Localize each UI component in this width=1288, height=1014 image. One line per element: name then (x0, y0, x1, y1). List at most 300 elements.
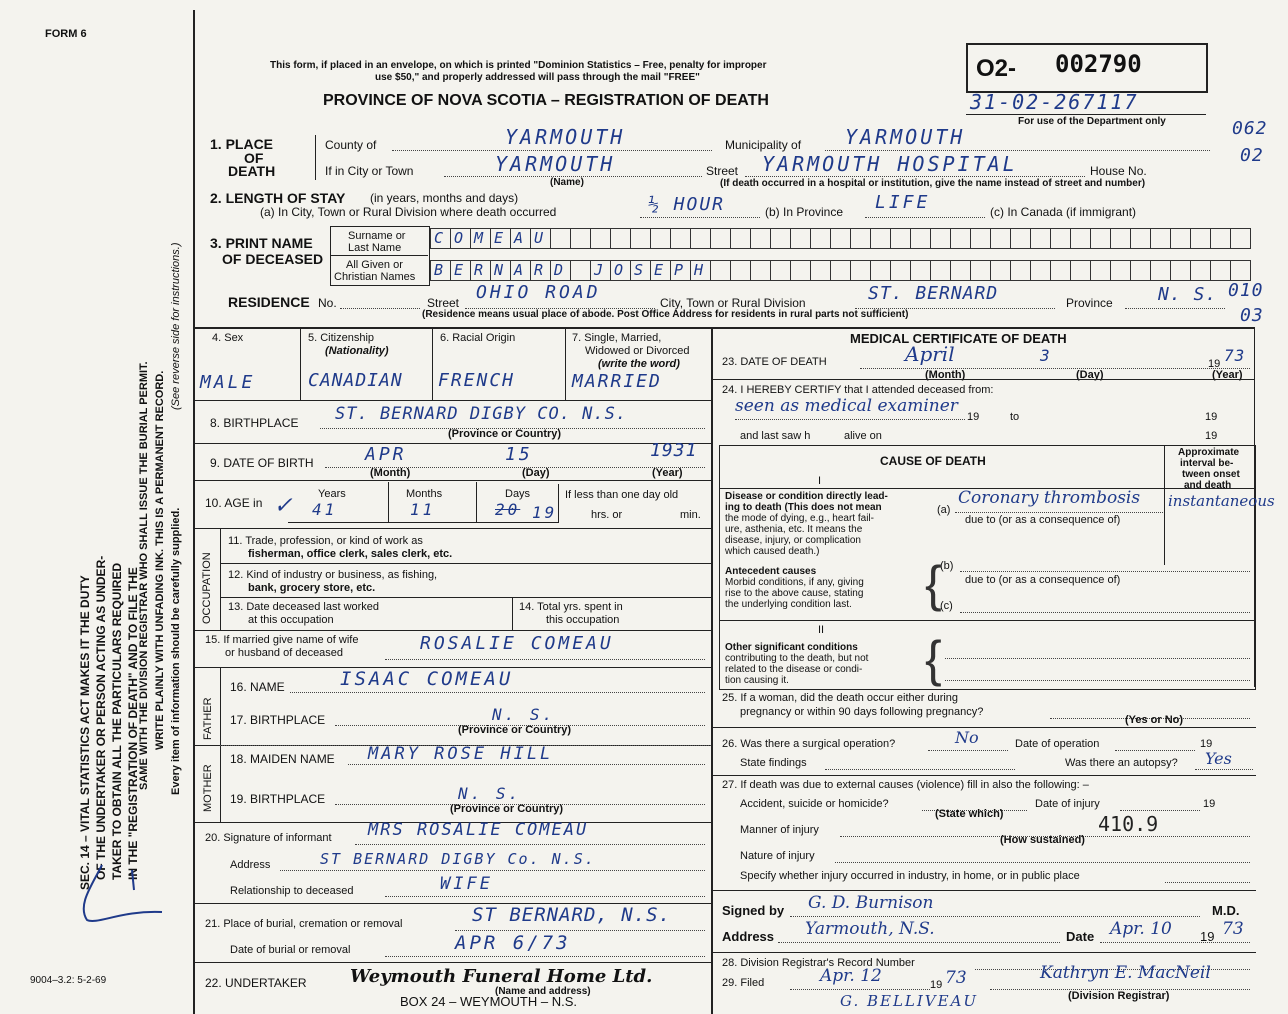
letter-box (630, 228, 651, 249)
q24-label: 24. I HEREBY CERTIFY that I attended deceased from: (722, 384, 994, 396)
letter-box (630, 260, 651, 281)
q12-b: bank, grocery store, etc. (248, 582, 376, 594)
letter-box (890, 228, 911, 249)
letter-box-char: C (434, 229, 444, 247)
letter-box (990, 228, 1011, 249)
interval-c: tween onset (1182, 469, 1240, 480)
age-years-label: Years (318, 488, 346, 500)
registrar-signature: Kathryn E. MacNeil (1040, 963, 1211, 983)
q20-label: 20. Signature of informant (205, 832, 332, 844)
letter-box (570, 228, 591, 249)
letter-box-char: J (594, 261, 604, 279)
q25-a: 25. If a woman, did the death occur either during (722, 692, 959, 704)
side-text-4: IN THE "REGISTRATION OF DEATH" AND TO FILE THE (126, 567, 140, 880)
q13-a: 13. Date deceased last worked (228, 601, 380, 613)
letter-box (710, 260, 731, 281)
residence-no-label: No. (318, 296, 337, 310)
death-month: April (905, 342, 955, 366)
place-of-death-label-death: DEATH (228, 163, 276, 179)
relationship-label: Relationship to deceased (230, 885, 354, 897)
margin-initials-mark (62, 860, 172, 930)
side-text-2: OF THE UNDERTAKER OR PERSON ACTING AS UNDER- (94, 555, 108, 880)
letter-box (1190, 260, 1211, 281)
place-of-death-label: 1. PLACE (210, 136, 274, 152)
due-to-2: due to (or as a consequence of) (965, 574, 1121, 586)
letter-box-char: D (554, 261, 564, 279)
municipality-label: Municipality of (725, 138, 802, 152)
q18-label: 18. MAIDEN NAME (230, 752, 335, 766)
mother-maiden-name: MARY ROSE HILL (368, 744, 554, 764)
dob-month-hint: (Month) (370, 467, 411, 479)
spouse-name: ROSALIE COMEAU (420, 633, 614, 654)
letter-box (1230, 228, 1251, 249)
dept-use-label: For use of the Department only (1018, 116, 1166, 127)
side-text-1: SEC. 14 – VITAL STATISTICS ACT MAKES IT THE DUTY (78, 575, 92, 890)
reg-handwritten: 31-02-267117 (970, 90, 1139, 114)
q19-label: 19. BIRTHPLACE (230, 792, 326, 806)
letter-box (490, 228, 511, 249)
letter-box (690, 260, 711, 281)
municipality-value: YARMOUTH (845, 125, 966, 149)
antecedent-a: Antecedent causes (725, 566, 817, 577)
surname-label-a: Surname or (348, 230, 406, 242)
letter-box (950, 228, 971, 249)
racial-value: FRENCH (438, 370, 516, 391)
letter-box (1130, 228, 1151, 249)
date-injury-year: 19 (1203, 798, 1216, 810)
letter-box (1230, 260, 1251, 281)
dept-code-4: 03 (1240, 305, 1264, 326)
letter-box (1170, 228, 1191, 249)
burial-date-label: Date of burial or removal (230, 944, 351, 956)
letter-box (1210, 228, 1231, 249)
residence-label: RESIDENCE (228, 294, 310, 310)
disease-b: ing to death (This does not mean (725, 502, 882, 513)
county-label: County of (325, 138, 377, 152)
letter-box-char: A (514, 261, 524, 279)
specify-label: Specify whether injury occurred in industry, in home, or in public place (740, 870, 1080, 882)
letter-box (790, 260, 811, 281)
medical-title: MEDICAL CERTIFICATE OF DEATH (850, 331, 1067, 346)
undertaker-stamp: Weymouth Funeral Home Ltd. (350, 966, 653, 987)
dept-code-2: 02 (1240, 145, 1264, 166)
death-year: 73 (1224, 346, 1246, 365)
letter-box (1070, 260, 1091, 281)
reg-prefix: O2- (976, 55, 1017, 82)
letter-box (870, 260, 891, 281)
letter-box (590, 228, 611, 249)
letter-box (790, 228, 811, 249)
death-year-prefix: 19 (1208, 358, 1221, 370)
cause-b-label: (b) (940, 560, 954, 572)
stay-province-value: LIFE (875, 192, 931, 213)
letter-box (850, 228, 871, 249)
letter-box (510, 228, 531, 249)
sex-value: MALE (200, 372, 256, 393)
age-years: 41 (312, 500, 338, 519)
letter-box (430, 260, 451, 281)
father-birthplace-hint: (Province or Country) (458, 724, 572, 736)
md-label: M.D. (1212, 903, 1240, 918)
cause-title: CAUSE OF DEATH (880, 454, 986, 468)
citizenship-label: 5. Citizenship (308, 332, 375, 344)
father-side-label: FATHER (202, 697, 214, 740)
interval-b: interval be- (1180, 458, 1234, 469)
alive-on-label: alive on (844, 430, 882, 442)
letter-box (1010, 228, 1031, 249)
filed-year-prefix: 19 (930, 979, 943, 991)
name-hint: (Name) (550, 177, 584, 188)
letter-box (1130, 260, 1151, 281)
other-c: related to the disease or condi- (725, 664, 863, 675)
length-of-stay-hint: (in years, months and days) (370, 191, 519, 205)
given-label-a: All Given or (346, 259, 403, 271)
antecedent-b: Morbid conditions, if any, giving (725, 577, 864, 588)
letter-box (1110, 228, 1131, 249)
q25-b: pregnancy or within 90 days following pregnancy? (740, 706, 984, 718)
dob-day: 15 (505, 444, 533, 465)
q29-label: 29. Filed (722, 977, 765, 989)
mother-birthplace-hint: (Province or Country) (450, 803, 564, 815)
residence-province: N. S. (1158, 284, 1218, 305)
attended-value: seen as medical examiner (735, 396, 958, 416)
residence-street: OHIO ROAD (476, 282, 601, 303)
due-to-1: due to (or as a consequence of) (965, 514, 1121, 526)
accident-label: Accident, suicide or homicide? (740, 798, 889, 810)
letter-box (770, 228, 791, 249)
letter-box-char: S (634, 261, 644, 279)
letter-box (910, 260, 931, 281)
marital-label-c: (write the word) (598, 358, 680, 370)
q27-label: 27. If death was due to external causes (violence) fill in also the following: – (722, 779, 1089, 791)
sex-label: 4. Sex (212, 332, 244, 344)
interval-d: and death (1184, 480, 1232, 491)
letter-box (710, 228, 731, 249)
other-b: contributing to the death, but not (725, 653, 869, 664)
autopsy-label: Was there an autopsy? (1065, 757, 1178, 769)
physician-signature: G. D. Burnison (808, 893, 934, 913)
letter-box (1090, 260, 1111, 281)
cause-a-label: (a) (937, 504, 951, 516)
letter-box (830, 228, 851, 249)
disease-c: the mode of dying, e.g., heart fail- (725, 513, 874, 524)
letter-box (670, 260, 691, 281)
age-label: 10. AGE in (205, 496, 263, 510)
residence-province-label: Province (1066, 296, 1113, 310)
side-text-6: WRITE PLAINLY WITH UNFADING INK. THIS IS A PERMANENT RECORD. (154, 370, 166, 750)
q13-b: at this occupation (248, 614, 334, 626)
residence-hint: (Residence means usual place of abode. Post Office Address for residents in rural parts not sufficient) (422, 309, 909, 320)
print-name-label-b: OF DECEASED (222, 251, 324, 267)
letter-box (1150, 228, 1171, 249)
letter-box-char: E (654, 261, 664, 279)
age-days-label: Days (505, 488, 531, 500)
letter-box (730, 228, 751, 249)
letter-box-char: B (434, 261, 444, 279)
letter-box (550, 228, 571, 249)
letter-box (950, 260, 971, 281)
roman-one: I (818, 475, 822, 487)
q14-a: 14. Total yrs. spent in (519, 601, 623, 613)
physician-address-label: Address (722, 929, 775, 944)
registrar-hint: (Division Registrar) (1068, 990, 1170, 1002)
letter-box (810, 228, 831, 249)
letter-box-char: E (494, 229, 504, 247)
residence-street-label: Street (427, 296, 460, 310)
letter-box (490, 260, 511, 281)
length-of-stay-label: 2. LENGTH OF STAY (210, 190, 346, 206)
q22-label: 22. UNDERTAKER (205, 976, 307, 990)
q11-a: 11. Trade, profession, or kind of work as (228, 535, 423, 547)
racial-label: 6. Racial Origin (440, 332, 516, 344)
other-d: tion causing it. (725, 675, 789, 686)
letter-box-char: R (534, 261, 544, 279)
age-days-struck: 20 (495, 500, 521, 519)
relationship-value: WIFE (440, 874, 493, 894)
letter-box (1050, 260, 1071, 281)
last-saw-label: and last saw h (740, 430, 811, 442)
q12-a: 12. Kind of industry or business, as fishing, (228, 569, 438, 581)
marital-value: MARRIED (572, 371, 662, 392)
margin-line (193, 10, 195, 1014)
cert-date-year: 73 (1222, 919, 1244, 939)
informant-signature: MRS ROSALIE COMEAU (368, 820, 589, 840)
manner-code: 410.9 (1098, 812, 1159, 836)
street-hint: (If death occurred in a hospital or institution, give the name instead of street and number) (720, 178, 1146, 189)
letter-box-char: O (614, 261, 624, 279)
hrs-label: hrs. or (591, 509, 623, 521)
father-name: ISAAC COMEAU (340, 668, 514, 690)
registrar-stamp-name: G. BELLIVEAU (840, 992, 979, 1010)
side-text-5: SAME WITH THE DIVISION REGISTRAR WHO SHALL ISSUE THE BURIAL PERMIT. (138, 361, 150, 790)
q16-label: 16. NAME (230, 680, 285, 694)
physician-address: Yarmouth, N.S. (805, 919, 935, 939)
letter-box (570, 260, 591, 281)
how-sustained-hint: (How sustained) (1000, 834, 1085, 846)
dept-code-3: 010 (1228, 280, 1264, 301)
letter-box-char: M (474, 229, 484, 247)
print-name-label: 3. PRINT NAME (210, 235, 313, 251)
date-op-year: 19 (1200, 738, 1213, 750)
burial-place: ST BERNARD, N.S. (472, 904, 672, 926)
date-op-label: Date of operation (1015, 738, 1100, 750)
state-findings-label: State findings (740, 757, 807, 769)
informant-address: ST BERNARD DIGBY Co. N.S. (320, 850, 596, 868)
letter-box (530, 260, 551, 281)
dob-label: 9. DATE OF BIRTH (210, 456, 314, 470)
letter-box (810, 260, 831, 281)
marital-label-b: Widowed or Divorced (585, 345, 690, 357)
letter-box (650, 260, 671, 281)
undertaker-address: BOX 24 – WEYMOUTH – N.S. (400, 994, 577, 1009)
cert-date-label: Date (1066, 929, 1095, 944)
letter-box (1010, 260, 1031, 281)
letter-box (1030, 228, 1051, 249)
burial-date: APR 6/73 (455, 932, 571, 954)
marital-label-a: 7. Single, Married, (572, 332, 662, 344)
cert-date: Apr. 10 (1110, 919, 1172, 939)
letter-box (830, 260, 851, 281)
birthplace-value: ST. BERNARD DIGBY CO. N.S. (335, 404, 628, 424)
q28-label: 28. Division Registrar's Record Number (722, 957, 915, 969)
death-month-hint: (Month) (925, 369, 966, 381)
citizenship-hint: (Nationality) (325, 345, 389, 357)
informant-address-label: Address (230, 859, 271, 871)
date-injury-label: Date of injury (1035, 798, 1100, 810)
letter-box (1070, 228, 1091, 249)
birthplace-label: 8. BIRTHPLACE (210, 416, 299, 430)
residence-city-label: City, Town or Rural Division (660, 296, 806, 310)
letter-box (750, 228, 771, 249)
letter-box (930, 228, 951, 249)
letter-box (670, 228, 691, 249)
dept-code-1: 062 (1232, 118, 1268, 139)
dob-year-hint: (Year) (652, 467, 683, 479)
residence-city: ST. BERNARD (868, 283, 999, 304)
letter-box (1190, 228, 1211, 249)
age-months: 11 (410, 500, 436, 519)
filed-date: Apr. 12 (820, 966, 882, 986)
stay-canada-label: (c) In Canada (if immigrant) (990, 205, 1137, 219)
birthplace-hint: (Province or Country) (448, 428, 562, 440)
given-label-b: Christian Names (334, 271, 416, 283)
stay-province-label: (b) In Province (765, 205, 844, 219)
letter-box (1150, 260, 1171, 281)
letter-box (470, 228, 491, 249)
reg-number: 002790 (1055, 50, 1142, 78)
letter-box (970, 228, 991, 249)
letter-box (930, 260, 951, 281)
letter-box (1090, 228, 1111, 249)
occupation-side-label: OCCUPATION (201, 552, 213, 624)
side-text-8: (See reverse side for instructions.) (170, 242, 182, 410)
letter-box (1170, 260, 1191, 281)
city-value: YARMOUTH (495, 152, 616, 176)
city-label: If in City or Town (325, 164, 414, 178)
street-value: YARMOUTH HOSPITAL (762, 152, 1018, 176)
interval-a: Approximate (1178, 447, 1240, 458)
cause-a-interval: instantaneous (1168, 492, 1275, 510)
street-label: Street (706, 164, 739, 178)
letter-box (1210, 260, 1231, 281)
signed-by-label: Signed by (722, 903, 785, 918)
stay-city-label: (a) In City, Town or Rural Division where death occurred (260, 205, 557, 219)
undertaker-hint: (Name and address) (495, 986, 591, 997)
letter-box (990, 260, 1011, 281)
stay-city-value: ½ HOUR (648, 194, 726, 215)
q15-a: 15. If married give name of wife (205, 634, 359, 646)
letter-box (470, 260, 491, 281)
letter-box-char: O (454, 229, 464, 247)
q15-b: or husband of deceased (225, 647, 344, 659)
place-of-death-label-of: OF (244, 150, 264, 166)
q23-label: 23. DATE OF DEATH (722, 356, 827, 368)
letter-box (870, 228, 891, 249)
letter-box (850, 260, 871, 281)
letter-box (450, 228, 471, 249)
q17-label: 17. BIRTHPLACE (230, 713, 326, 727)
less-day-label: If less than one day old (565, 489, 679, 501)
filed-year: 73 (945, 968, 967, 988)
cause-c-label: (c) (940, 600, 953, 612)
letter-box (530, 228, 551, 249)
disease-e: disease, injury, or complication (725, 535, 861, 546)
q11-b: fisherman, office clerk, sales clerk, etc. (248, 548, 453, 560)
roman-two: II (818, 624, 825, 636)
father-birthplace: N. S. (492, 705, 556, 724)
antecedent-brace: { (925, 556, 942, 612)
letter-box (770, 260, 791, 281)
letter-box (730, 260, 751, 281)
letter-box (590, 260, 611, 281)
letter-box (1030, 260, 1051, 281)
letter-box-char: E (454, 261, 464, 279)
letter-box (510, 260, 531, 281)
q26-label: 26. Was there a surgical operation? (722, 738, 896, 750)
surname-label-b: Last Name (348, 242, 402, 254)
county-value: YARMOUTH (505, 125, 626, 149)
letter-box-char: R (474, 261, 484, 279)
letter-box (970, 260, 991, 281)
age-months-label: Months (406, 488, 443, 500)
cause-a-value: Coronary thrombosis (958, 488, 1141, 508)
q21-label: 21. Place of burial, cremation or removal (205, 918, 403, 930)
letter-box-char: P (674, 261, 684, 279)
letter-box (1050, 228, 1071, 249)
letter-box (610, 260, 631, 281)
other-brace: { (925, 631, 942, 687)
form-number: FORM 6 (45, 28, 87, 40)
letter-box (550, 260, 571, 281)
mother-side-label: MOTHER (202, 764, 214, 812)
letter-box-char: A (514, 229, 524, 247)
letter-box (610, 228, 631, 249)
death-day: 3 (1040, 346, 1053, 365)
cert-date-year-prefix: 19 (1200, 929, 1215, 944)
dob-year: 1931 (650, 440, 698, 461)
side-text-3: TAKER TO OBTAIN ALL THE PARTICULARS REQUIRED (110, 562, 124, 880)
letter-box-char: N (494, 261, 504, 279)
manner-label: Manner of injury (740, 824, 819, 836)
letter-box (450, 260, 471, 281)
form-title: PROVINCE OF NOVA SCOTIA – REGISTRATION OF DEATH (323, 92, 769, 109)
age-check-mark: ✓ (275, 490, 294, 520)
letter-box (750, 260, 771, 281)
antecedent-d: the underlying condition last. (725, 599, 852, 610)
letter-box-char: H (694, 261, 704, 279)
postal-note-1: This form, if placed in an envelope, on which is printed "Dominion Statistics – Free, penalty for improper (270, 60, 767, 71)
postal-note-2: use $50," and properly addressed will pass through the mail "FREE" (375, 72, 700, 83)
letter-box (1110, 260, 1131, 281)
alive-on-year: 19 (1205, 430, 1218, 442)
side-text-7: Every item of information should be carefully supplied. (170, 507, 182, 795)
house-label: House No. (1090, 164, 1147, 178)
disease-a: Disease or condition directly lead- (725, 491, 888, 502)
antecedent-c: rise to the above cause, stating (725, 588, 864, 599)
letter-box-char: U (534, 229, 544, 247)
disease-d: ure, asthenia, etc. It means the (725, 524, 863, 535)
min-label: min. (680, 509, 701, 521)
death-year-hint: (Year) (1212, 369, 1243, 381)
attended-to-year: 19 (1205, 411, 1218, 423)
disease-f: which caused death.) (725, 546, 820, 557)
letter-box (890, 260, 911, 281)
attended-to-label: to (1010, 411, 1020, 423)
age-days: 19 (532, 503, 558, 522)
other-a: Other significant conditions (725, 642, 858, 653)
attended-from-year: 19 (967, 411, 980, 423)
letter-box (430, 228, 451, 249)
